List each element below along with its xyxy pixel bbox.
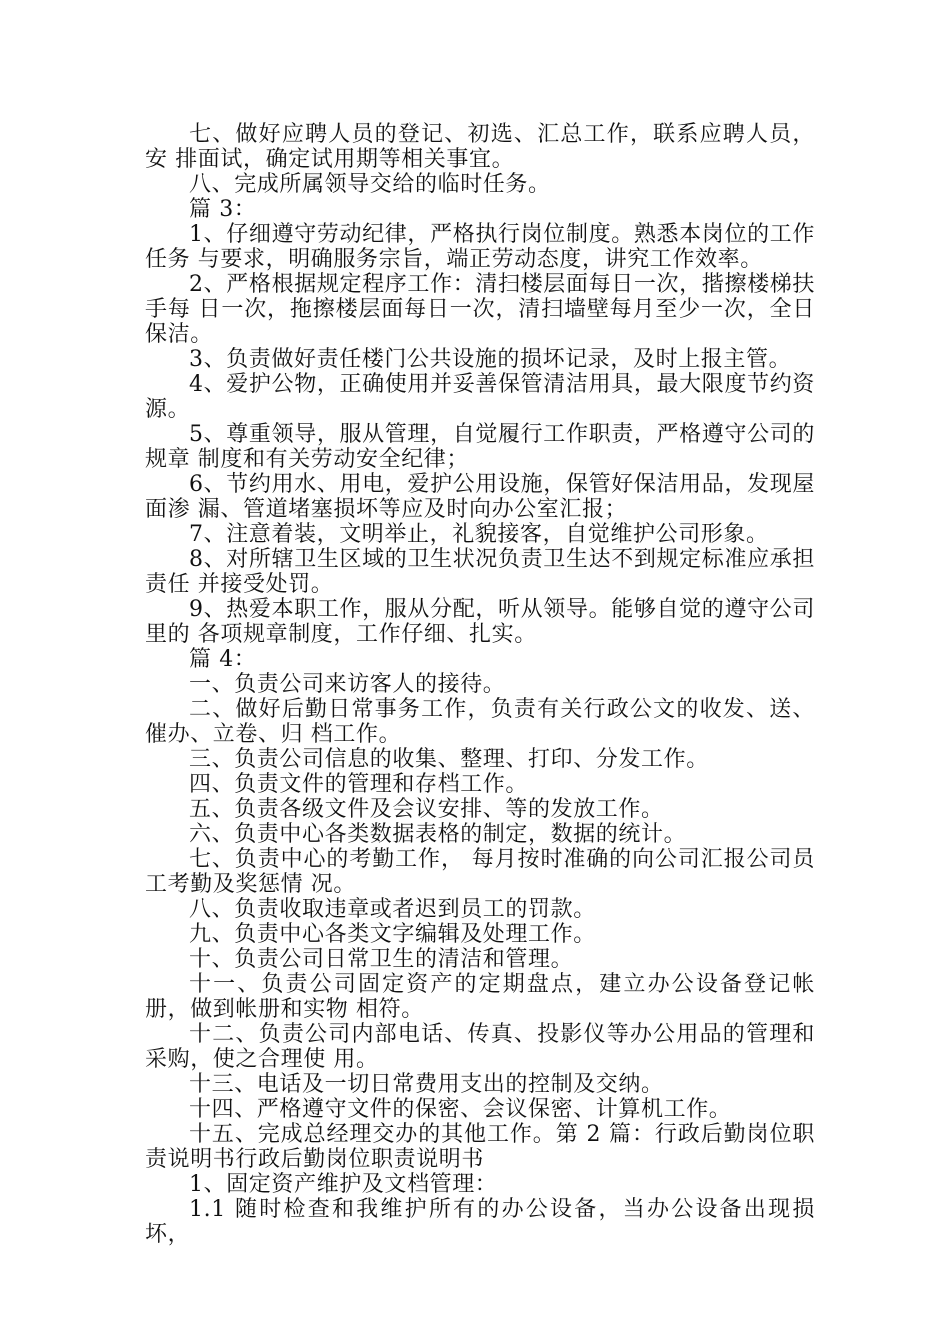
paragraph: 十五、完成总经理交办的其他工作。第 2 篇：行政后勤岗位职责说明书行政后勤岗位职责说明书 bbox=[145, 1122, 815, 1172]
paragraph: 1、固定资产维护及文档管理： bbox=[189, 1172, 498, 1197]
paragraph: 1.1 随时检查和我维护所有的办公设备，当办公设备出现损坏， bbox=[145, 1197, 815, 1247]
paragraph: 十三、电话及一切日常费用支出的控制及交纳。 bbox=[189, 1072, 664, 1097]
paragraph: 3、负责做好责任楼门公共设施的损坏记录，及时上报主管。 bbox=[189, 347, 792, 372]
paragraph: 一、负责公司来访客人的接待。 bbox=[189, 672, 506, 697]
paragraph: 十二、负责公司内部电话、传真、投影仪等办公用品的管理和采购，使之合理使 用。 bbox=[145, 1022, 815, 1072]
paragraph: 七、做好应聘人员的登记、初选、汇总工作，联系应聘人员，安 排面试，确定试用期等相关事宜。 bbox=[145, 122, 815, 172]
paragraph: 十一、负责公司固定资产的定期盘点，建立办公设备登记帐册，做到帐册和实物 相符。 bbox=[145, 972, 815, 1022]
paragraph: 1、仔细遵守劳动纪律，严格执行岗位制度。熟悉本岗位的工作任务 与要求，明确服务宗旨，端正劳动态度，讲究工作效率。 bbox=[145, 222, 815, 272]
paragraph: 5、尊重领导，服从管理，自觉履行工作职责，严格遵守公司的规章 制度和有关劳动安全纪律； bbox=[145, 422, 815, 472]
section-heading: 篇 3： bbox=[189, 197, 257, 222]
paragraph: 八、负责收取违章或者迟到员工的罚款。 bbox=[189, 897, 596, 922]
paragraph: 八、完成所属领导交给的临时任务。 bbox=[189, 172, 551, 197]
paragraph: 7、注意着装，文明举止，礼貌接客，自觉维护公司形象。 bbox=[189, 522, 769, 547]
paragraph: 九、负责中心各类文字编辑及处理工作。 bbox=[189, 922, 596, 947]
paragraph: 8、对所辖卫生区域的卫生状况负责卫生达不到规定标准应承担责任 并接受处罚。 bbox=[145, 547, 815, 597]
paragraph: 6、节约用水、用电，爱护公用设施，保管好保洁用品，发现屋面渗 漏、管道堵塞损坏等应及时向办公室汇报； bbox=[145, 472, 815, 522]
paragraph: 二、做好后勤日常事务工作，负责有关行政公文的收发、送、催办、立卷、归 档工作。 bbox=[145, 697, 815, 747]
paragraph: 十四、严格遵守文件的保密、会议保密、计算机工作。 bbox=[189, 1097, 732, 1122]
section-heading: 篇 4： bbox=[189, 647, 257, 672]
paragraph: 2、严格根据规定程序工作：清扫楼层面每日一次，揩擦楼梯扶手每 日一次，拖擦楼层面每日一次，清扫墙壁每月至少一次，全日保洁。 bbox=[145, 272, 815, 347]
paragraph: 五、负责各级文件及会议安排、等的发放工作。 bbox=[189, 797, 664, 822]
paragraph: 三、负责公司信息的收集、整理、打印、分发工作。 bbox=[189, 747, 709, 772]
paragraph: 9、热爱本职工作，服从分配，听从领导。能够自觉的遵守公司里的 各项规章制度，工作仔细、扎实。 bbox=[145, 597, 815, 647]
paragraph: 十、负责公司日常卫生的清洁和管理。 bbox=[189, 947, 574, 972]
paragraph: 七、负责中心的考勤工作， 每月按时准确的向公司汇报公司员工考勤及奖惩情 况。 bbox=[145, 847, 815, 897]
paragraph: 六、负责中心各类数据表格的制定，数据的统计。 bbox=[189, 822, 687, 847]
paragraph: 4、爱护公物，正确使用并妥善保管清洁用具，最大限度节约资源。 bbox=[145, 372, 815, 422]
document-body bbox=[145, 122, 815, 1247]
paragraph: 四、负责文件的管理和存档工作。 bbox=[189, 772, 529, 797]
